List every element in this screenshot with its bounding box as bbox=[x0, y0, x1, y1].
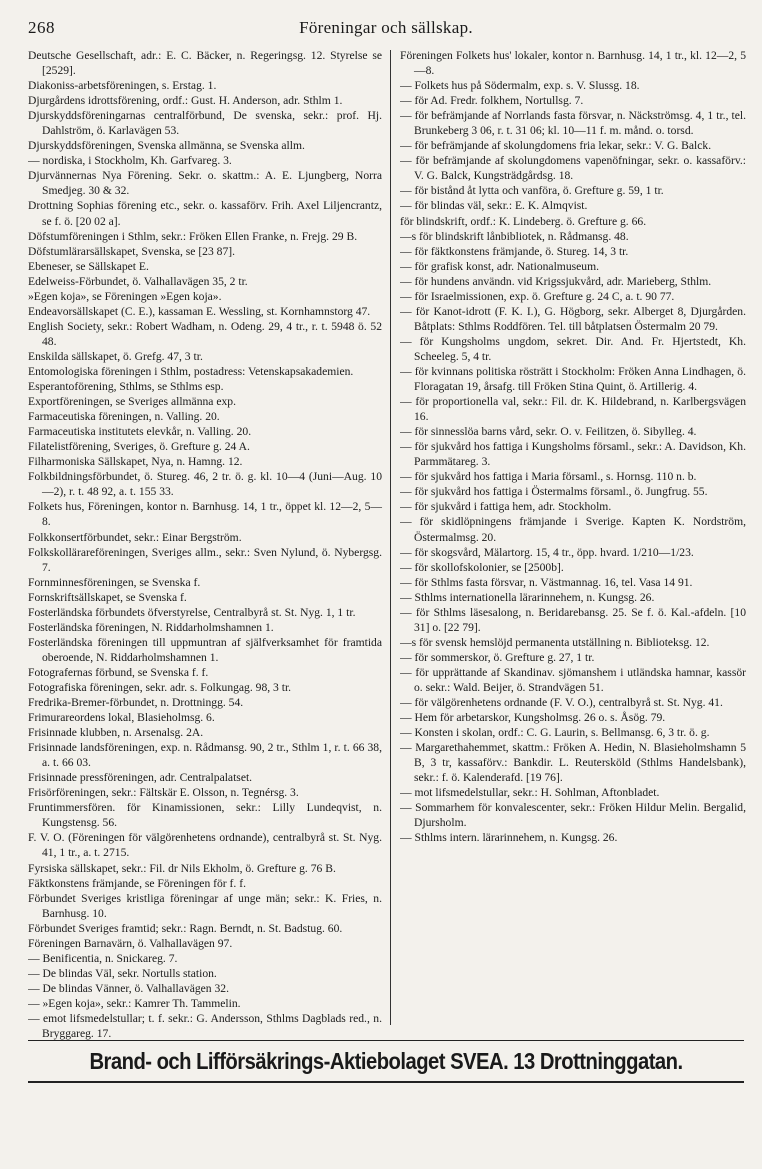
directory-entry: Enskilda sällskapet, ö. Grefg. 47, 3 tr. bbox=[28, 349, 203, 363]
directory-entry: Föreningen Folkets hus' lokaler, kontor n. Barnhusg. 14, 1 tr., kl. 12—2, 5—8. bbox=[400, 49, 746, 78]
directory-entry: Fornskriftsällskapet, se Svenska f. bbox=[28, 590, 187, 604]
running-title: Föreningar och sällskap. bbox=[299, 18, 473, 37]
directory-entry: Djurvännernas Nya Förening. Sekr. o. skattm.: A. E. Ljungberg, Norra Smedjeg. 30 & 32. bbox=[28, 169, 382, 198]
column-divider bbox=[390, 50, 391, 1025]
directory-entry: — för blindas väl, sekr.: E. K. Almqvist. bbox=[400, 199, 588, 213]
directory-entry: —s för blindskrift lånbibliotek, n. Rådmansg. 48. bbox=[400, 229, 629, 243]
directory-entry: — för bistånd åt lytta och vanföra, ö. Grefture g. 59, 1 tr. bbox=[400, 184, 664, 198]
directory-entry: Frisinnade klubben, n. Arsenalsg. 2A. bbox=[28, 726, 204, 740]
advertisement-text: Brand- och Lifförsäkrings-Aktiebolaget SVEA. 13 Drottninggatan. bbox=[89, 1047, 683, 1074]
directory-entry: — för sjukvård i fattiga hem, adr. Stockholm. bbox=[400, 500, 612, 514]
directory-entry: Farmaceutiska föreningen, n. Valling. 20. bbox=[28, 410, 220, 424]
directory-entry: — »Egen koja», sekr.: Kamrer Th. Tammelin. bbox=[28, 996, 241, 1010]
directory-entry: — för Israelmissionen, exp. ö. Grefture g. 24 C, a. t. 90 77. bbox=[400, 289, 675, 303]
directory-entry: Deutsche Gesellschaft, adr.: E. C. Bäcker, n. Regeringsg. 12. Styrelse se [2529]. bbox=[28, 49, 382, 78]
directory-entry: — Sthlms internationella lärarinnehem, n. Kungsg. 26. bbox=[400, 590, 655, 604]
directory-entry: — för Kanot-idrott (F. K. I.), G. Högborg, sekr. Alberget 8, Djurgården. Båtplats: Sthlms Roddfören. Tel. till båtplatsen Östermalm 20 79. bbox=[400, 304, 746, 333]
directory-entry: — för fäktkonstens främjande, ö. Stureg. 14, 3 tr. bbox=[400, 244, 629, 258]
directory-entry: — för Sthlms läsesalong, n. Beridarebansg. 25. Se f. ö. Kal.-afdeln. [10 31] o. [22 79]. bbox=[400, 605, 746, 634]
directory-entry: Filatelistförening, Sveriges, ö. Grefture g. 24 A. bbox=[28, 440, 250, 454]
directory-entry: — för befrämjande af skolungdomens fria lekar, sekr.: V. G. Balck. bbox=[400, 139, 712, 153]
directory-entry: — för hundens användn. vid Krigssjukvård, adr. Marieberg, Sthlm. bbox=[400, 274, 712, 288]
directory-entry: English Society, sekr.: Robert Wadham, n. Odeng. 29, 4 tr., r. t. 5948 ö. 52 48. bbox=[28, 319, 382, 348]
directory-entry: — emot lifsmedelstullar; t. f. sekr.: G. Andersson, Sthlms Dagblads red., n. Bryggareg. 17. bbox=[28, 1012, 382, 1041]
directory-entry: — för sommerskor, ö. Grefture g. 27, 1 tr. bbox=[400, 650, 595, 664]
directory-entry: Frimurareordens lokal, Blasieholmsg. 6. bbox=[28, 711, 215, 725]
page-header bbox=[28, 18, 744, 42]
directory-entry: — för befrämjande af skolungdomens vapenöfningar, sekr. o. kassaförv.: V. G. Balck, Kungsträdgårdsg. 18. bbox=[400, 154, 746, 183]
directory-entry: Folkbildningsförbundet, ö. Stureg. 46, 2 tr. ö. g. kl. 10—4 (Juni—Aug. 10—2), r. t. 48 92, a. t. 155 33. bbox=[28, 470, 382, 499]
directory-entry: Farmaceutiska institutets elevkår, n. Valling. 20. bbox=[28, 425, 252, 439]
directory-entry: — för välgörenhetens ordnande (F. V. O.), centralbyrå st. St. Nyg. 41. bbox=[400, 696, 723, 710]
directory-entry: Döfstumföreningen i Sthlm, sekr.: Fröken Ellen Franke, n. Frejg. 29 B. bbox=[28, 229, 358, 243]
directory-entry: Folkskollärareföreningen, Sveriges allm., sekr.: Sven Nylund, ö. Nybergsg. 7. bbox=[28, 545, 382, 574]
directory-entry: Ebeneser, se Sällskapet E. bbox=[28, 259, 149, 273]
directory-entry: Föreningen Barnavärn, ö. Valhallavägen 97. bbox=[28, 936, 233, 950]
directory-entry: — Sthlms intern. lärarinnehem, n. Kungsg. 26. bbox=[400, 831, 618, 845]
directory-entry: — för sinnesslöa barns vård, sekr. O. v. Feilitzen, ö. Sibylleg. 4. bbox=[400, 425, 697, 439]
directory-entry: Djurskyddsföreningen, Svenska allmänna, se Svenska allm. bbox=[28, 139, 305, 153]
directory-entry: Folkkonsertförbundet, sekr.: Einar Bergström. bbox=[28, 530, 242, 544]
directory-entry: — mot lifsmedelstullar, sekr.: H. Sohlman, Aftonbladet. bbox=[400, 786, 660, 800]
directory-entry: Edelweiss-Förbundet, ö. Valhallavägen 35, 2 tr. bbox=[28, 274, 248, 288]
directory-entry: — Margarethahemmet, skattm.: Fröken A. Hedin, N. Blasieholmshamn 5 B, 3 tr, kassaförv.: Bankdir. L. Reutersköld (Sthlms Handelsbank), sekr.: f. ö. Kalenderafd. [19 76]. bbox=[400, 741, 746, 785]
directory-entry: Döfstumlärarsällskapet, Svenska, se [23 87]. bbox=[28, 244, 236, 258]
directory-entry: Djurgårdens idrottsförening, ordf.: Gust. H. Anderson, adr. Sthlm 1. bbox=[28, 94, 343, 108]
directory-entry: Entomologiska föreningen i Sthlm, postadress: Vetenskapsakademien. bbox=[28, 364, 354, 378]
directory-entry: »Egen koja», se Föreningen »Egen koja». bbox=[28, 289, 222, 303]
directory-entry: — Konsten i skolan, ordf.: C. G. Laurin, s. Bellmansg. 6, 3 tr. ö. g. bbox=[400, 726, 710, 740]
two-column-body bbox=[28, 48, 746, 1053]
directory-entry: F. V. O. (Föreningen för välgörenhetens ordnande), centralbyrå st. St. Nyg. 41, 1 tr., a. t. 2715. bbox=[28, 831, 382, 860]
right-column bbox=[400, 48, 746, 1053]
directory-entry: Fruntimmersfören. för Kinamissionen, sekr.: Lilly Lundeqvist, n. Kungstensg. 56. bbox=[28, 801, 382, 830]
directory-entry: Frisinnade pressföreningen, adr. Centralpalatset. bbox=[28, 771, 253, 785]
directory-entry: — för grafisk konst, adr. Nationalmuseum. bbox=[400, 259, 599, 273]
directory-entry: — för sjukvård hos fattiga i Östermalms församl., ö. Jungfrug. 55. bbox=[400, 485, 708, 499]
directory-entry: Fornminnesföreningen, se Svenska f. bbox=[28, 575, 201, 589]
directory-entry: Fosterländska föreningen, N. Riddarholmshamnen 1. bbox=[28, 620, 274, 634]
directory-entry: — Benificentia, n. Snickareg. 7. bbox=[28, 951, 178, 965]
directory-entry: — för kvinnans politiska rösträtt i Stockholm: Fröken Anna Lindhagen, ö. Floragatan 19, årsafg. till Fröken Stina Quint, ö. Artillerig. 4. bbox=[400, 364, 746, 394]
directory-entry: — för Sthlms fasta försvar, n. Västmannag. 16, tel. Vasa 14 91. bbox=[400, 575, 693, 589]
directory-entry: —s för svensk hemslöjd permanenta utställning n. Biblioteksg. 12. bbox=[400, 635, 710, 649]
directory-entry: Djurskyddsföreningarnas centralförbund, De svenska, sekr.: prof. Hj. Dahlström, ö. Karlavägen 53. bbox=[28, 109, 382, 138]
directory-entry: för blindskrift, ordf.: K. Lindeberg. ö. Grefture g. 66. bbox=[400, 214, 647, 228]
directory-entry: — för skidlöpningens främjande i Sverige. Kapten K. Nordström, Östermalmsg. 20. bbox=[400, 515, 746, 544]
directory-entry: Fotografiska föreningen, sekr. adr. s. Folkungag. 98, 3 tr. bbox=[28, 680, 292, 694]
directory-entry: Filharmoniska Sällskapet, Nya, n. Hamng. 12. bbox=[28, 455, 243, 469]
directory-entry: — för befrämjande af Norrlands fasta försvar, n. Näckströmsg. 4, 1 tr., tel. Brunkeberg 3 06, r. t. 31 06; kl. 10—11 f. m. månd. o. torsd. bbox=[400, 109, 746, 138]
directory-entry: Exportföreningen, se Sveriges allmänna exp. bbox=[28, 395, 236, 409]
directory-entry: — för sjukvård hos fattiga i Kungsholms församl., sekr.: A. Davidson, Kh. Parmmätareg. 3. bbox=[400, 440, 746, 469]
directory-entry: Fosterländska förbundets öfverstyrelse, Centralbyrå st. St. Nyg. 1, 1 tr. bbox=[28, 605, 356, 619]
directory-entry: Fotografernas förbund, se Svenska f. f. bbox=[28, 665, 209, 679]
left-column bbox=[28, 48, 386, 1053]
directory-entry: Frisinnade landsföreningen, exp. n. Rådmansg. 90, 2 tr., Sthlm 1, r. t. 66 38, a. t. 66 03. bbox=[28, 741, 382, 770]
directory-entry: — De blindas Väl, sekr. Nortulls station. bbox=[28, 966, 217, 980]
directory-entry: — för sjukvård hos fattiga i Maria församl., s. Hornsg. 110 n. b. bbox=[400, 470, 697, 484]
directory-entry: Förbundet Sveriges kristliga föreningar af unge män; sekr.: K. Fries, n. Barnhusg. 10. bbox=[28, 891, 382, 920]
directory-entry: — för skogsvård, Mälartorg. 15, 4 tr., öpp. hvard. 1/210—1/23. bbox=[400, 545, 694, 559]
directory-entry: — för Kungsholms ungdom, sekret. Dir. And. Fr. Hjertstedt, Kh. Scheeleg. 5, 4 tr. bbox=[400, 334, 746, 363]
directory-entry: Folkets hus, Föreningen, kontor n. Barnhusg. 14, 1 tr., öppet kl. 12—2, 5—8. bbox=[28, 500, 382, 529]
directory-entry: — för upprättande af Skandinav. sjömanshem i utländska hamnar, kassör o. sekr.: Wald. Beijer, ö. Strandvägen 51. bbox=[400, 665, 746, 694]
directory-entry: Fosterländska föreningen till uppmuntran af själfverksamhet för framtida oberoende, N. Riddarholmshamnen 1. bbox=[28, 635, 382, 664]
directory-entry: — Folkets hus på Södermalm, exp. s. V. Slussg. 18. bbox=[400, 79, 640, 93]
directory-entry: Fäktkonstens främjande, se Föreningen för f. f. bbox=[28, 876, 246, 890]
directory-entry: — för proportionella val, sekr.: Fil. dr. K. Hildebrand, n. Karlbergsvägen 16. bbox=[400, 395, 746, 424]
advertisement-banner bbox=[28, 1040, 744, 1083]
directory-entry: — för Ad. Fredr. folkhem, Nortullsg. 7. bbox=[400, 94, 584, 108]
directory-entry: Diakoniss-arbetsföreningen, s. Erstag. 1. bbox=[28, 79, 217, 93]
directory-entry: Fyrsiska sällskapet, sekr.: Fil. dr Nils Ekholm, ö. Grefture g. 76 B. bbox=[28, 861, 336, 875]
directory-entry: Esperantoförening, Sthlms, se Sthlms esp. bbox=[28, 380, 224, 394]
directory-entry: Drottning Sophias förening etc., sekr. o. kassaförv. Frih. Axel Liljencrantz, se f. ö. [20 02 a]. bbox=[28, 199, 382, 228]
page-number: 268 bbox=[28, 18, 55, 37]
directory-entry: — Sommarhem för konvalescenter, sekr.: Fröken Hildur Melin. Bergalid, Djursholm. bbox=[400, 801, 746, 830]
directory-entry: Frisörföreningen, sekr.: Fältskär E. Olsson, n. Tegnérsg. 3. bbox=[28, 786, 299, 800]
directory-entry: Fredrika-Bremer-förbundet, n. Drottningg. 54. bbox=[28, 696, 244, 710]
directory-entry: — för skollofskolonier, se [2500b]. bbox=[400, 560, 564, 574]
directory-entry: — nordiska, i Stockholm, Kh. Garfvareg. 3. bbox=[28, 154, 232, 168]
directory-entry: — De blindas Vänner, ö. Valhallavägen 32. bbox=[28, 981, 229, 995]
directory-entry: — Hem för arbetarskor, Kungsholmsg. 26 o. s. Åsög. 79. bbox=[400, 711, 666, 725]
directory-entry: Endeavorsällskapet (C. E.), kassaman E. Wessling, st. Kornhamnstorg 47. bbox=[28, 304, 371, 318]
directory-entry: Förbundet Sveriges framtid; sekr.: Ragn. Berndt, n. St. Badstug. 60. bbox=[28, 921, 343, 935]
